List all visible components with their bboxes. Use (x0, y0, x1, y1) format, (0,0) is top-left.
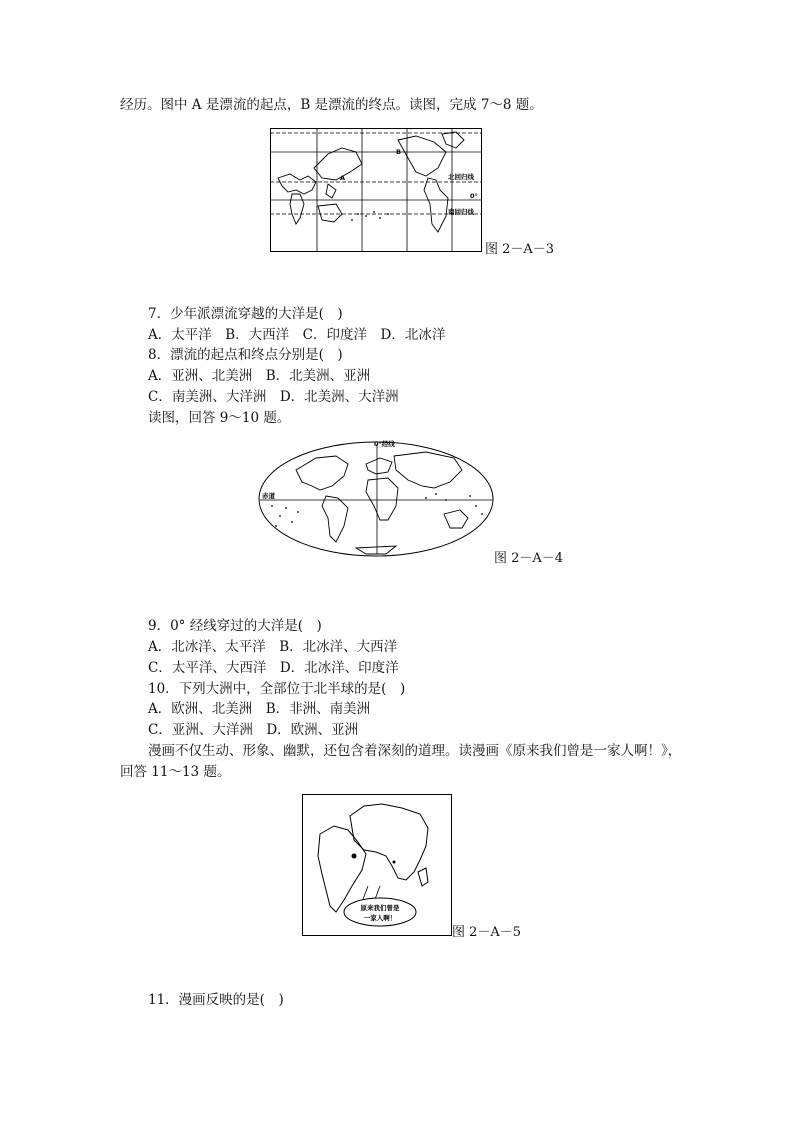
q9-stem: 9．0° 经线穿过的大洋是( ) (148, 618, 322, 634)
intro-text: 经历。图中 A 是漂流的起点，B 是漂流的终点。读图，完成 7～8 题。 (120, 97, 543, 113)
bubble-text-line-1: 原来我们曾是 (360, 904, 400, 912)
figure-4-map (256, 436, 496, 562)
q10-stem: 10．下列大洲中，全部位于北半球的是( ) (148, 681, 406, 697)
q7-stem: 7．少年派漂流穿越的大洋是( ) (148, 306, 343, 322)
bubble-text-line-2: 一家人啊！ (363, 914, 397, 922)
figure-4-caption: 图 2－A－4 (494, 551, 564, 566)
q8-stem: 8．漂流的起点和终点分别是( ) (148, 347, 343, 363)
read-instruction-9-10: 读图，回答 9～10 题。 (148, 410, 291, 426)
point-b-label: B (396, 148, 401, 156)
q7-options: A．太平洋 B．大西洋 C．印度洋 D．北冰洋 (148, 327, 446, 343)
equator-label: 0° (470, 192, 478, 200)
q8-options-1: A．亚洲、北美洲 B．北美洲、亚洲 (148, 368, 371, 384)
figure-3-caption: 图 2－A－3 (485, 242, 555, 257)
tropic-north-label: 北回归线 (448, 173, 474, 181)
q8-options-2: C．南美洲、大洋洲 D．北美洲、大洋洲 (148, 389, 399, 405)
tropic-south-label: 南回归线 (448, 208, 474, 216)
comic-intro-line-1: 漫画不仅生动、形象、幽默，还包含着深刻的道理。读漫画《原来我们曾是一家人啊！》， (148, 743, 682, 759)
figure-3-map (270, 128, 482, 252)
q10-options-2: C．亚洲、大洋洲 D．欧洲、亚洲 (148, 722, 359, 738)
point-a-label: A (340, 174, 346, 182)
q11-stem: 11．漫画反映的是( ) (148, 992, 284, 1008)
equator-label-fig4: 赤道 (262, 492, 275, 500)
figure-5-caption: 图 2－A－5 (452, 925, 522, 940)
q9-options-2: C．太平洋、大西洋 D．北冰洋、印度洋 (148, 660, 399, 676)
prime-meridian-label: 0°经线 (374, 440, 395, 448)
q10-options-1: A．欧洲、北美洲 B．非洲、南美洲 (148, 701, 371, 717)
q9-options-1: A．北冰洋、太平洋 B．北冰洋、大西洋 (148, 639, 398, 655)
figure-5-comic (302, 794, 452, 936)
comic-intro-line-2: 回答 11～13 题。 (120, 764, 231, 780)
